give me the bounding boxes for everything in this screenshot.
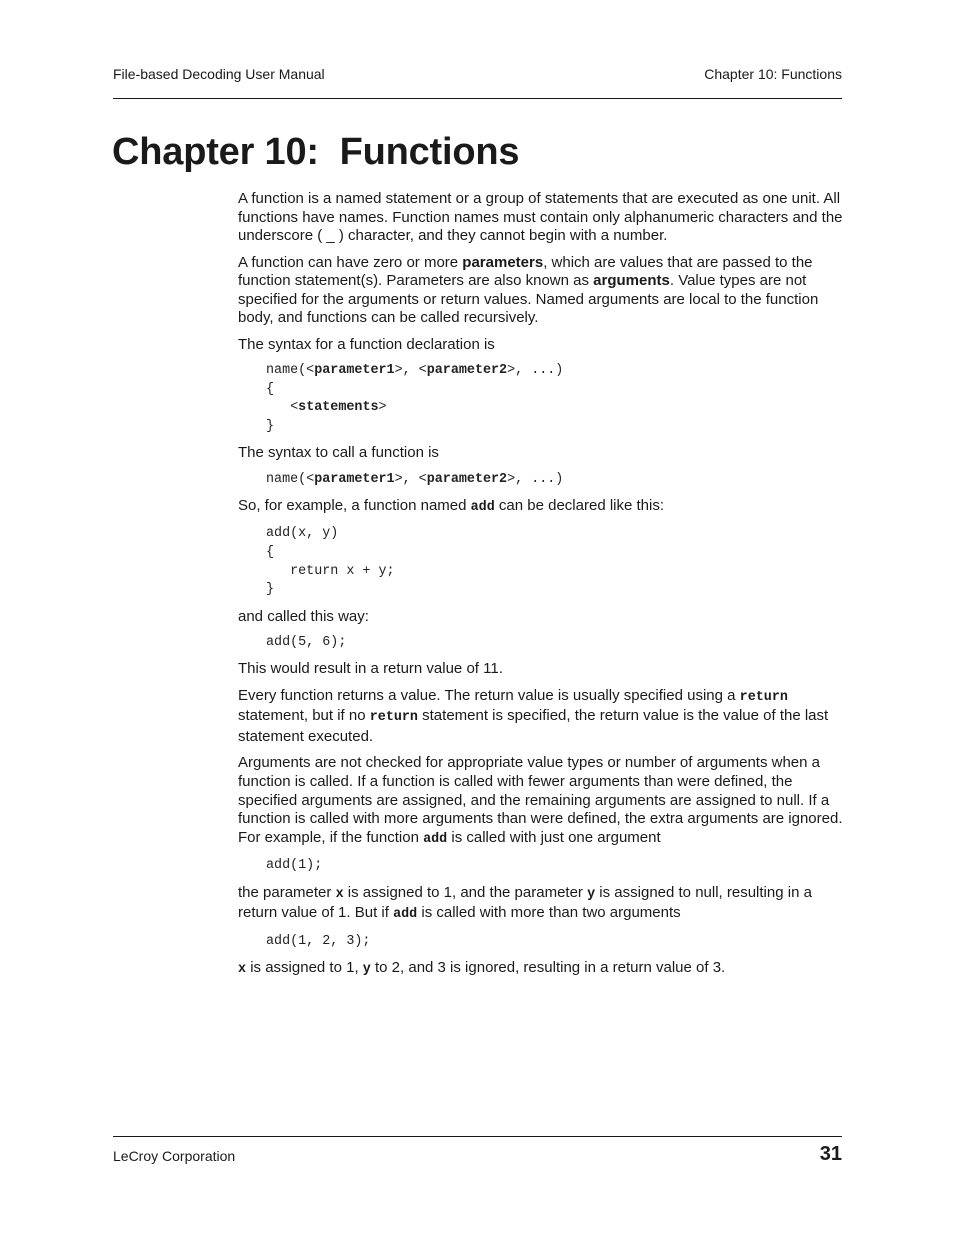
inline-code-add: add (423, 831, 448, 847)
text-segment: , which are values that are passed to the function statement(s). Parameters are also known as (238, 253, 813, 290)
chapter-title: Chapter 10: Functions (112, 131, 520, 173)
page-number: 31 (819, 1143, 842, 1165)
paragraph-declaration-syntax: The syntax for a function declaration is (238, 335, 495, 353)
paragraph-result: This would result in a return value of 11. (238, 660, 503, 678)
paragraph-example-intro: So, for example, a function named add can be declared like this: (238, 497, 665, 516)
inline-code-add: add (393, 907, 418, 923)
code-example-declaration: add(x, y) { return x + y; } (266, 526, 395, 598)
code-example-call: add(5, 6); (266, 635, 347, 651)
footer-rule (113, 1136, 842, 1137)
running-header-chapter: Chapter 10: Functions (704, 66, 842, 82)
paragraph-extra-args-result: x is assigned to 1, y to 2, and 3 is ignored, resulting in a return value of 3. (238, 958, 726, 977)
paragraph-parameter-assignment: the parameter x is assigned to 1, and the parameter y is assigned to null, resulting in a return value of 1. But if add is called with more than two arguments (238, 883, 812, 923)
inline-code-x: x (335, 886, 344, 902)
header-rule (113, 98, 842, 99)
running-header-title: File-based Decoding User Manual (113, 66, 325, 82)
code-example-three-args: add(1, 2, 3); (266, 933, 371, 949)
code-example-one-arg: add(1); (266, 858, 323, 874)
code-declaration-syntax: name(<parameter1>, <parameter2>, ...) { <statements> } (266, 363, 564, 434)
paragraph-call-syntax: The syntax to call a function is (238, 444, 439, 462)
chapter-body (238, 190, 844, 987)
inline-code-x: x (238, 961, 247, 977)
text-segment: A function can have zero or more (238, 253, 463, 271)
code-call-syntax: name(<parameter1>, <parameter2>, ...) (266, 471, 564, 487)
term-parameters: parameters (462, 253, 544, 271)
term-arguments: arguments (593, 272, 670, 290)
inline-code-y: y (587, 886, 596, 902)
text-segment: . Value types are not specified for the arguments or return values. Named arguments are local to the function body, and functions can be called recursively. (238, 272, 819, 327)
inline-code-y: y (362, 961, 371, 977)
inline-code-return: return (369, 710, 418, 726)
paragraph-argument-checking: Arguments are not checked for appropriate value types or number of arguments when a function is called. If a function is called with fewer arguments than were defined, the specified arguments are assigned, and the remaining arguments are assigned to null. If a function is called with more arguments than were defined, the extra arguments are ignored. For example, if the function add is called with just one argument (238, 754, 843, 847)
paragraph-return-value: Every function returns a value. The return value is usually specified using a return statement, but if no return statement is specified, the return value is the value of the last statement executed. (238, 686, 829, 746)
paragraph-called-this-way: and called this way: (238, 607, 369, 625)
inline-code-add: add (470, 500, 495, 516)
paragraph-parameters (238, 254, 844, 328)
inline-code-return: return (739, 689, 788, 705)
footer-company: LeCroy Corporation (113, 1148, 236, 1164)
paragraph-intro: A function is a named statement or a group of statements that are executed as one unit. All functions have names. Function names must contain only alphanumeric characters and the underscore ( _ ) character, and they cannot begin with a number. (238, 190, 843, 245)
